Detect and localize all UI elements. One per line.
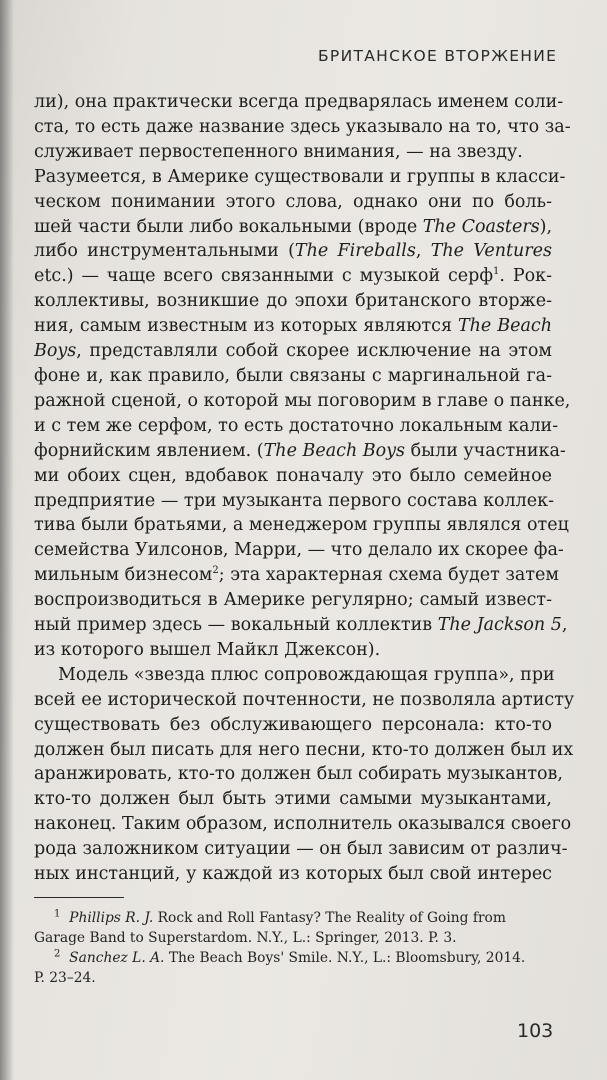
footnote-1-text: Rock and Roll Fantasy? The Reality of Going from	[157, 910, 506, 926]
text-line: ный пример здесь — вокальный коллектив The Jackson 5,	[34, 615, 568, 636]
footnote-1-author: Phillips R. J.	[69, 910, 154, 926]
footnote-2-line-2: P. 23–24.	[34, 970, 96, 986]
text-line: воспроизводиться в Америке регулярно; самый извест-	[34, 590, 552, 611]
text-line: либо инструментальными (The Fireballs, The Ventures	[34, 241, 552, 262]
text-line: ли), она практически всегда предварялась именем соли-	[34, 92, 564, 112]
text-line: шей части были либо вокальными (вроде The Coasters),	[34, 216, 553, 237]
footnote-2-marker: 2	[54, 948, 61, 960]
text-line: рода заложником ситуации — он был зависим от различ-	[34, 839, 568, 860]
text-line: Модель «звезда плюс сопровождающая группа», при	[58, 664, 555, 685]
text-line: должен был писать для него песни, кто-то должен был их	[34, 739, 574, 760]
text-line: служивает первостепенного внимания, — на звезду.	[34, 141, 523, 162]
text-line: ных инстанций, у каждой из которых был свой интерес	[34, 864, 552, 885]
text-line: форнийским явлением. (The Beach Boys были участника-	[34, 440, 566, 461]
text-line: аранжировать, кто-то должен был собирать музыкантов,	[34, 764, 563, 785]
text-line: существовать без обслуживающего персонала: кто-то	[34, 714, 552, 735]
text-line: ния, самым известным из которых являются The Beach	[34, 316, 552, 337]
text-line: Boys, представляли собой скорее исключение на этом	[34, 341, 552, 362]
footnote-2-author: Sanchez L. A.	[69, 950, 165, 966]
text-line: мильным бизнесом$^2$; эта характерная схема будет затем	[34, 565, 560, 586]
text-line: наконец. Таким образом, исполнитель оказывался своего	[34, 814, 572, 835]
text-line: семейства Уилсонов, Марри, — что делало их скорее фа-	[34, 540, 564, 561]
footnote-separator	[34, 897, 124, 898]
running-header: БРИТАНСКОЕ ВТОРЖЕНИЕ	[318, 47, 558, 65]
text-line: etc.) — чаще всего связанными с музыкой серф$^1$. Рок-	[34, 266, 552, 287]
page-number: 103	[517, 1020, 554, 1042]
footnote-1-marker: 1	[54, 908, 61, 920]
page-gutter-shadow	[0, 0, 14, 1080]
body-text	[34, 90, 575, 887]
text-line: всей ее исторической почтенности, не позволяла артисту	[34, 689, 575, 710]
text-line: ста, то есть даже название здесь указывало на то, что за-	[34, 116, 571, 137]
text-line: Разумеется, в Америке существовали и группы в класси-	[34, 166, 566, 187]
footnote-1-line-2: Garage Band to Superstardom. N.Y., L.: Springer, 2013. P. 3.	[34, 930, 457, 946]
footnote-2-text: The Beach Boys' Smile. N.Y., L.: Bloomsbury, 2014.	[168, 950, 526, 966]
text-line: коллективы, возникшие до эпохи британского вторже-	[34, 291, 552, 312]
footnote-2-line-1	[34, 948, 554, 968]
text-line: и с тем же серфом, то есть достаточно локальным кали-	[34, 415, 559, 436]
footnote-1-line-1	[34, 908, 554, 928]
text-line: ражной сценой, о которой мы поговорим в главе о панке,	[34, 390, 571, 411]
footnotes	[34, 908, 554, 988]
text-line: из которого вышел Майкл Джексон).	[34, 639, 381, 660]
text-line: фоне и, как правило, были связаны с маргинальной га-	[34, 365, 552, 386]
text-line: кто-то должен был быть этими самыми музыкантами,	[34, 789, 552, 810]
text-line: ми обоих сцен, вдобавок поначалу это было семейное	[34, 465, 552, 486]
text-line: ческом понимании этого слова, однако они по боль-	[34, 191, 552, 212]
text-line: предприятие — три музыканта первого состава коллек-	[34, 490, 554, 511]
text-line: тива были братьями, а менеджером группы являлся отец	[34, 515, 569, 536]
